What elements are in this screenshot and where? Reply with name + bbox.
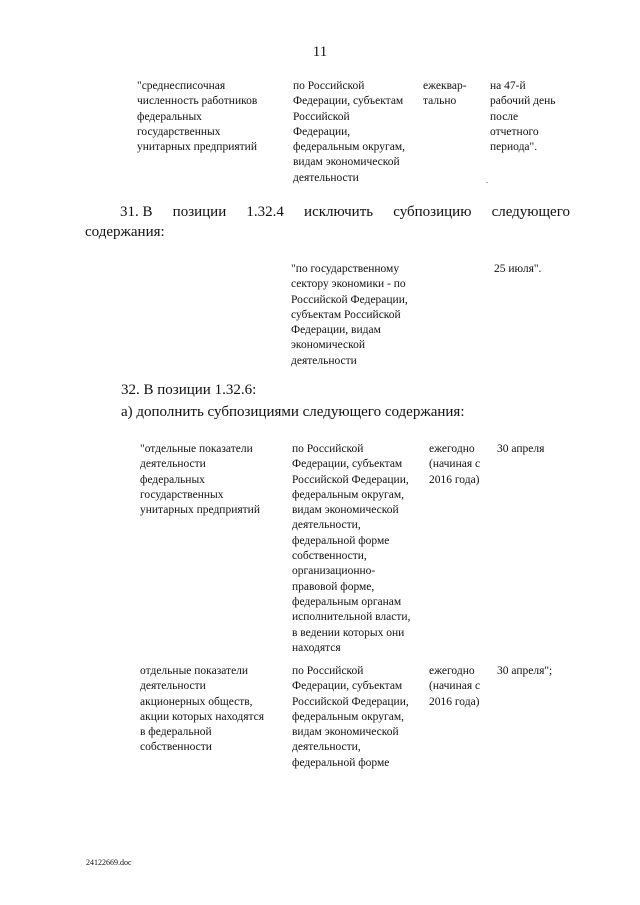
page-number: 11 [312,44,328,60]
table-cell-deadline: 25 июля". [494,263,542,275]
table-cell-breakdown: по Российской Федерации, субъектам Российской Федерации, федеральным округам, видам экономической деятельности, федеральной форме [292,665,409,769]
word: позиции [172,204,227,220]
stray-mark: . [486,176,488,185]
table-cell-deadline: 30 апреля [497,443,545,455]
table-cell-breakdown: по Российской Федерации, субъектам Российской Федерации, федеральным округам, видам экономической деятельности [293,80,405,184]
table-cell-indicator: отдельные показатели деятельности акционерных обществ, акции которых находятся в федеральной собственности [140,665,265,754]
word: исключить [304,204,374,220]
word: 1.32.4 [246,204,284,220]
word: субпозицию [393,204,472,220]
paragraph-31-line-1 [120,204,570,221]
paragraph-32-sub-a: а) дополнить субпозициями следующего содержания: [121,404,465,420]
word: 31. В [120,204,153,220]
paragraph-31-line-2: содержания: [85,224,165,240]
table-cell-frequency: ежегодно (начиная с 2016 года) [429,443,481,486]
table-cell-indicator: "отдельные показатели деятельности федеральных государственных унитарных предприятий [140,443,260,517]
word: следующего [491,204,570,220]
table-cell-frequency: ежеквар- тально [423,80,467,108]
table-cell-deadline: 30 апреля"; [497,665,553,677]
footer-filename: 24122669.doc [86,858,132,867]
table-cell-breakdown: по Российской Федерации, субъектам Российской Федерации, федеральным округам, видам экономической деятельности, федеральной форме собственности, организационно- правовой форме, федеральным органам исполнительной власти, в ведении которых они находятся [292,443,411,654]
table-cell-indicator: "среднесписочная численность работников федеральных государственных унитарных предприятий [137,80,258,154]
paragraph-32: 32. В позиции 1.32.6: [121,382,257,398]
table-cell-frequency: ежегодно (начиная с 2016 года) [429,665,481,708]
table-cell-deadline: на 47-й рабочий день после отчетного периода". [490,80,556,154]
table-cell-breakdown: "по государственному сектору экономики - по Российской Федерации, субъектам Российской Федерации, видам экономической деятельности [291,263,408,367]
